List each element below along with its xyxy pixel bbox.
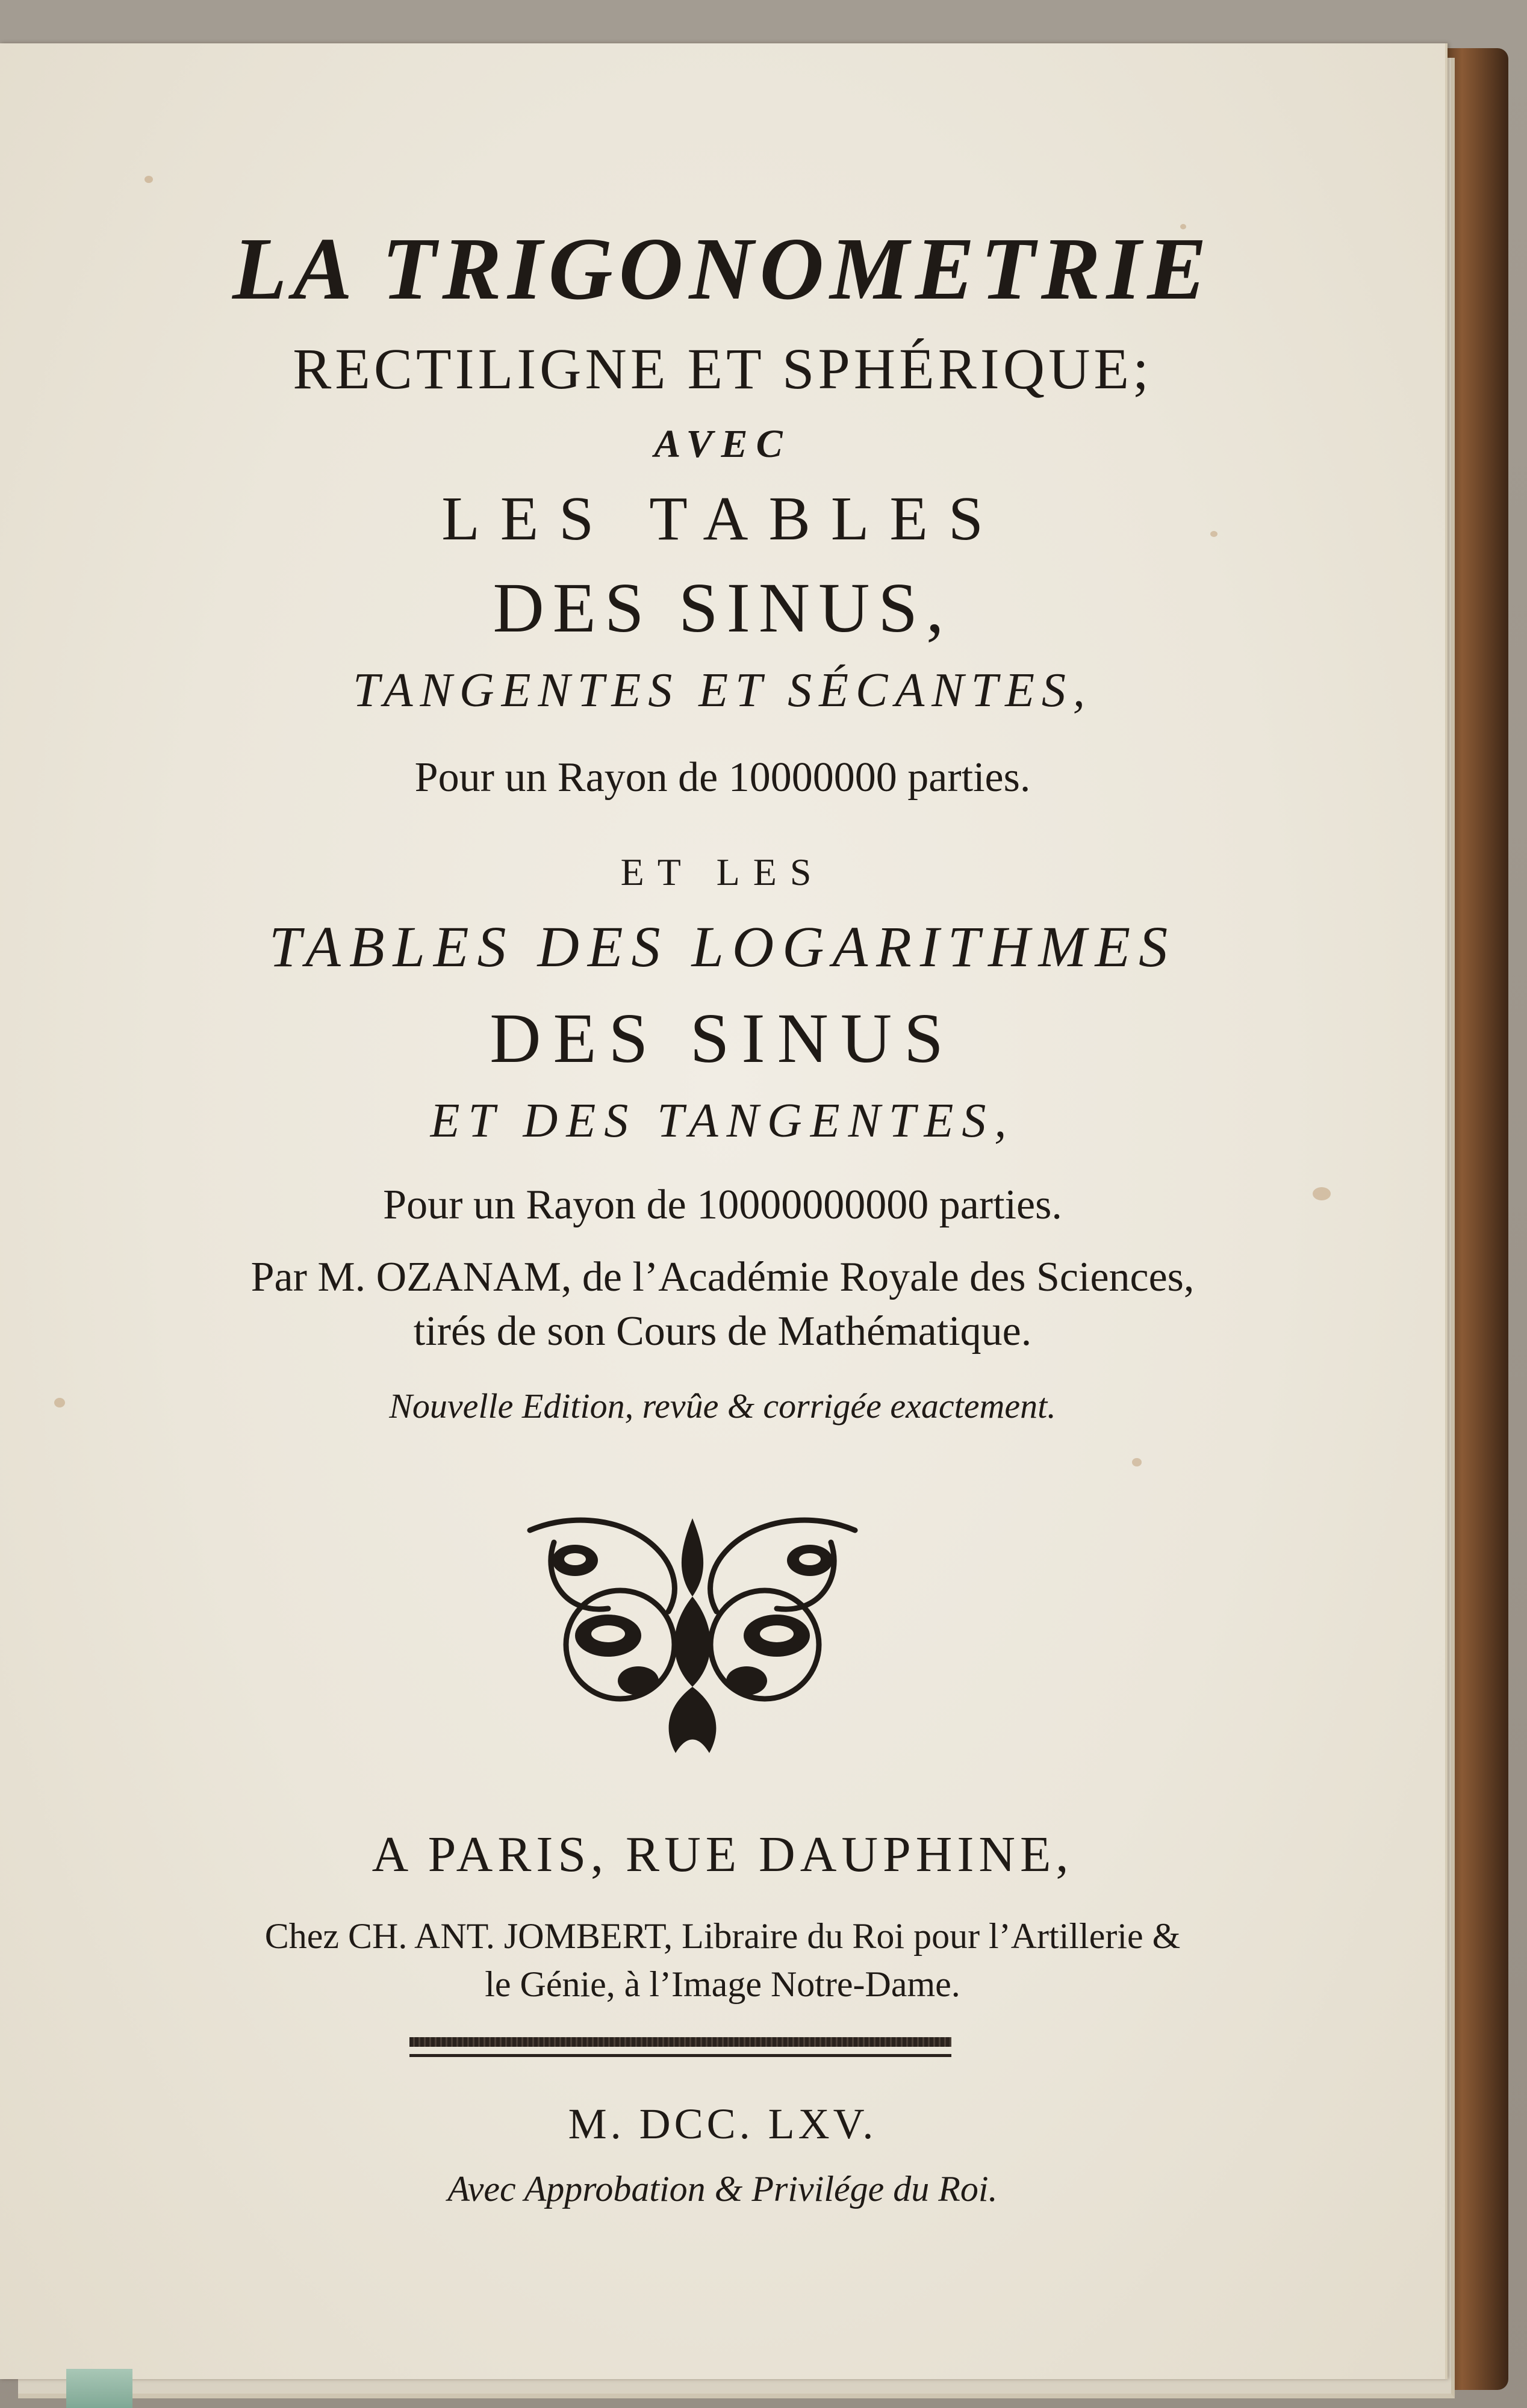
- foxing-spot: [145, 176, 153, 183]
- fleuron-ornament-icon: [518, 1506, 867, 1759]
- publisher-line-1: Chez CH. ANT. JOMBERT, Libraire du Roi pour l’Artillerie &: [264, 1916, 1181, 1956]
- privilege-line: Avec Approbation & Privilége du Roi.: [447, 2169, 998, 2209]
- bookmark-ribbon: [66, 2369, 132, 2408]
- heading-tangentes: TANGENTES ET SÉCANTES,: [353, 664, 1092, 717]
- heading-et-des-tangentes: ET DES TANGENTES,: [430, 1094, 1015, 1147]
- book-subtitle: RECTILIGNE ET SPHÉRIQUE;: [293, 337, 1152, 401]
- title-page: [0, 43, 1448, 2379]
- connector-avec: AVEC: [654, 422, 791, 466]
- publisher-line-2: le Génie, à l’Image Notre-Dame.: [485, 1964, 960, 2004]
- decorative-rule-thin: [409, 2054, 951, 2057]
- publication-date: M. DCC. LXV.: [568, 2100, 877, 2148]
- decorative-rule: [409, 2037, 951, 2047]
- heading-les-tables: LES TABLES: [441, 484, 1004, 553]
- foxing-spot: [1132, 1458, 1142, 1466]
- rayon-line-1: Pour un Rayon de 10000000 parties.: [414, 754, 1031, 801]
- heading-des-sinus: DES SINUS,: [493, 568, 953, 647]
- book-title: LA TRIGONOMETRIE: [232, 220, 1213, 318]
- edition-line: Nouvelle Edition, revûe & corrigée exactement.: [389, 1386, 1056, 1426]
- source-line: tirés de son Cours de Mathématique.: [413, 1308, 1032, 1354]
- author-line: Par M. OZANAM, de l’Académie Royale des Sciences,: [250, 1254, 1195, 1300]
- imprint-place: A PARIS, RUE DAUPHINE,: [372, 1826, 1074, 1882]
- rayon-line-2: Pour un Rayon de 10000000000 parties.: [383, 1182, 1062, 1228]
- connector-et-les: ET LES: [620, 851, 825, 893]
- heading-des-sinus-2: DES SINUS: [490, 999, 956, 1078]
- heading-tables-logarithmes: TABLES DES LOGARITHMES: [269, 914, 1177, 979]
